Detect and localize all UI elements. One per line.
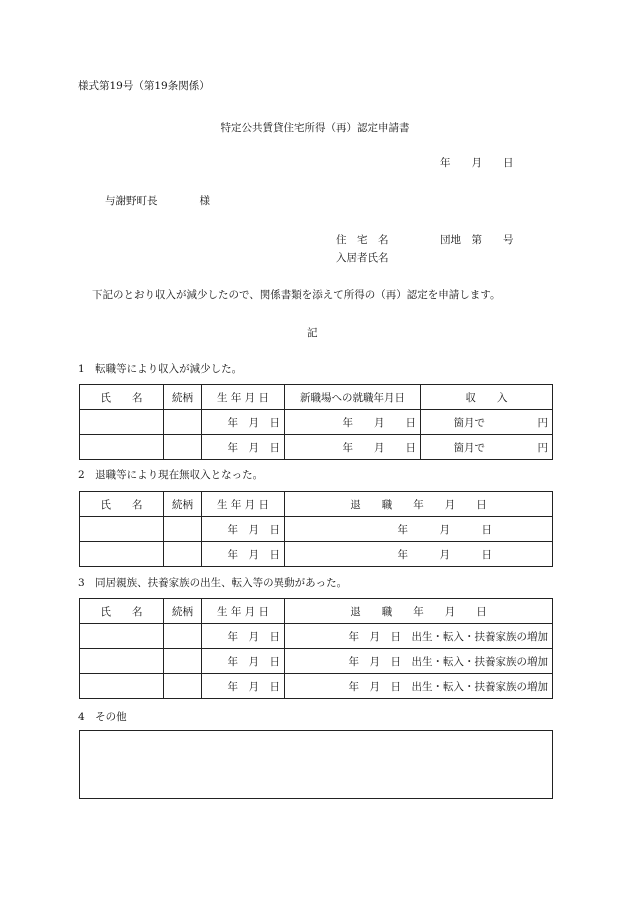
section1-heading: 1 転職等により収入が減少した。: [78, 363, 243, 375]
table-row: [80, 542, 553, 567]
ki-marker: 記: [307, 327, 318, 339]
cell-new-job-date[interactable]: 年 月 日: [285, 410, 421, 435]
section1-table: [79, 384, 553, 460]
cell-income[interactable]: 箇月で 円: [421, 410, 553, 435]
cell-relation[interactable]: [164, 410, 202, 435]
table-row: [80, 674, 553, 699]
cell-relation[interactable]: [164, 517, 202, 542]
cell-change-event[interactable]: 年 月 日 出生・転入・扶養家族の増加: [285, 674, 553, 699]
cell-birthdate[interactable]: 年 月 日: [202, 649, 285, 674]
intro-text: 下記のとおり収入が減少したので、関係書類を添えて所得の（再）認定を申請します。: [92, 289, 501, 301]
cell-name[interactable]: [80, 674, 164, 699]
cell-relation[interactable]: [164, 649, 202, 674]
header-relation: 続柄: [164, 599, 202, 624]
cell-birthdate[interactable]: 年 月 日: [202, 674, 285, 699]
cell-retirement-date[interactable]: 年 月 日: [285, 517, 553, 542]
cell-relation[interactable]: [164, 435, 202, 460]
date-line: 年 月 日: [440, 157, 514, 169]
table-row: [80, 649, 553, 674]
cell-income[interactable]: 箇月で 円: [421, 435, 553, 460]
cell-name[interactable]: [80, 649, 164, 674]
header-birthdate: 生 年 月 日: [202, 599, 285, 624]
housing-value: 団地 第 号: [440, 234, 514, 246]
header-relation: 続柄: [164, 385, 202, 410]
form-title: 特定公共賃貸住宅所得（再）認定申請書: [220, 122, 410, 134]
section3-table: [79, 598, 553, 699]
table-row: [80, 517, 553, 542]
cell-birthdate[interactable]: 年 月 日: [202, 410, 285, 435]
cell-new-job-date[interactable]: 年 月 日: [285, 435, 421, 460]
section2-heading: 2 退職等により現在無収入となった。: [78, 469, 264, 481]
cell-name[interactable]: [80, 410, 164, 435]
table-row: [80, 624, 553, 649]
header-birthdate: 生 年 月 日: [202, 492, 285, 517]
header-income: 収 入: [421, 385, 553, 410]
cell-name[interactable]: [80, 517, 164, 542]
form-number: 様式第19号（第19条関係）: [78, 80, 210, 92]
header-relation: 続柄: [164, 492, 202, 517]
cell-relation[interactable]: [164, 674, 202, 699]
header-new-job-date: 新職場への就職年月日: [285, 385, 421, 410]
section4-heading: 4 その他: [78, 711, 127, 723]
cell-birthdate[interactable]: 年 月 日: [202, 624, 285, 649]
cell-name[interactable]: [80, 542, 164, 567]
addressee: 与謝野町長 様: [105, 195, 210, 207]
header-birthdate: 生 年 月 日: [202, 385, 285, 410]
cell-birthdate[interactable]: 年 月 日: [202, 542, 285, 567]
cell-name[interactable]: [80, 624, 164, 649]
header-retirement-date: 退 職 年 月 日: [285, 492, 553, 517]
cell-change-event[interactable]: 年 月 日 出生・転入・扶養家族の増加: [285, 624, 553, 649]
header-change-date: 退 職 年 月 日: [285, 599, 553, 624]
cell-retirement-date[interactable]: 年 月 日: [285, 542, 553, 567]
header-name: 氏 名: [80, 385, 164, 410]
table-header-row: [80, 385, 553, 410]
table-header-row: [80, 492, 553, 517]
table-header-row: [80, 599, 553, 624]
other-notes-box[interactable]: [79, 730, 553, 799]
cell-relation[interactable]: [164, 624, 202, 649]
table-row: [80, 410, 553, 435]
cell-birthdate[interactable]: 年 月 日: [202, 435, 285, 460]
resident-name-label: 入居者氏名: [336, 252, 389, 264]
header-name: 氏 名: [80, 599, 164, 624]
section3-heading: 3 同居親族、扶養家族の出生、転入等の異動があった。: [78, 577, 348, 589]
cell-name[interactable]: [80, 435, 164, 460]
cell-change-event[interactable]: 年 月 日 出生・転入・扶養家族の増加: [285, 649, 553, 674]
header-name: 氏 名: [80, 492, 164, 517]
cell-relation[interactable]: [164, 542, 202, 567]
housing-label: 住 宅 名: [336, 234, 389, 246]
cell-birthdate[interactable]: 年 月 日: [202, 517, 285, 542]
section2-table: [79, 491, 553, 567]
table-row: [80, 435, 553, 460]
